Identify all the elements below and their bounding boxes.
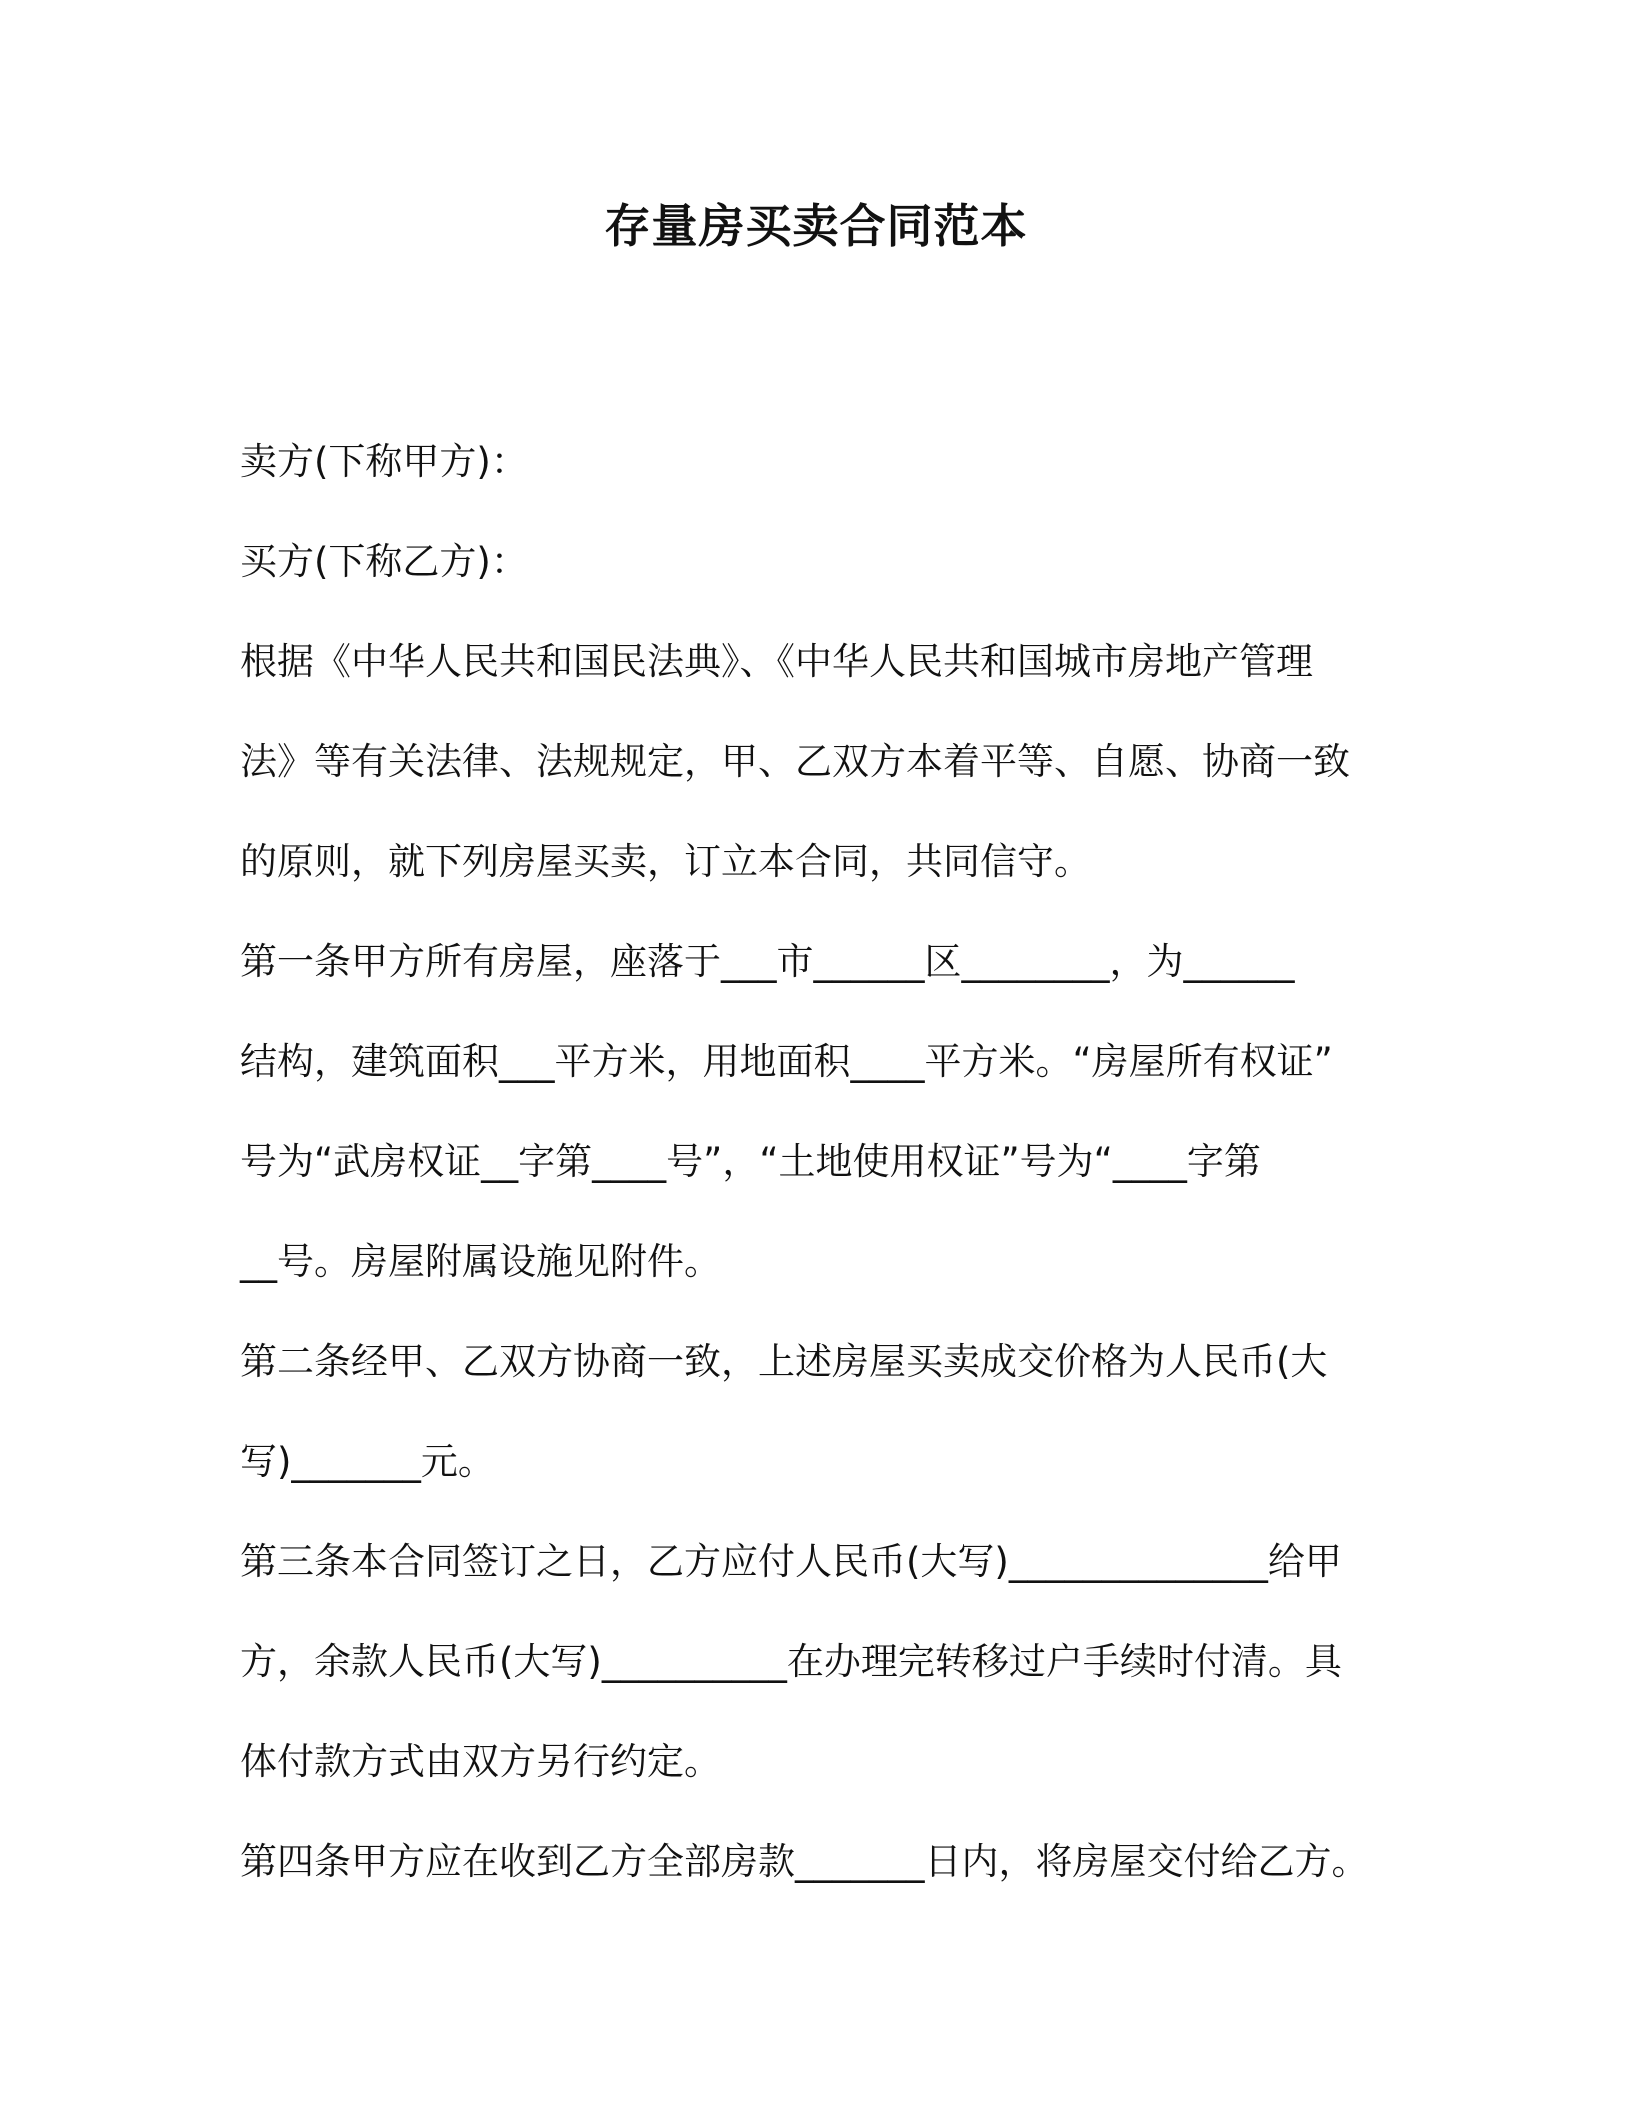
article-3-line-2: 方，余款人民币(大写)__________在办理完转移过户手续时付清。具 <box>240 1640 1342 1683</box>
buyer-line: 买方(下称乙方)： <box>240 540 528 583</box>
article-2-line-1: 第二条经甲、乙双方协商一致，上述房屋买卖成交价格为人民币(大 <box>240 1340 1328 1383</box>
contract-body <box>240 412 1400 1912</box>
article-1-line-4: __号。房屋附属设施见附件。 <box>240 1240 721 1283</box>
article-3-line-1: 第三条本合同签订之日，乙方应付人民币(大写)______________给甲 <box>240 1540 1342 1583</box>
preamble-line-1: 根据《中华人民共和国民法典》、《中华人民共和国城市房地产管理 <box>240 640 1313 683</box>
document-title: 存量房买卖合同范本 <box>604 199 1028 253</box>
seller-line: 卖方(下称甲方)： <box>240 440 528 483</box>
article-2-line-2: 写)_______元。 <box>240 1440 495 1483</box>
preamble-line-3: 的原则，就下列房屋买卖，订立本合同，共同信守。 <box>240 840 1091 883</box>
article-1-line-2: 结构，建筑面积___平方米，用地面积____平方米。“房屋所有权证” <box>240 1040 1333 1083</box>
article-3-line-3: 体付款方式由双方另行约定。 <box>240 1740 721 1783</box>
article-1-line-3: 号为“武房权证__字第____号”，“土地使用权证”号为“____字第 <box>240 1140 1261 1183</box>
article-1-line-1: 第一条甲方所有房屋，座落于___市______区________，为______ <box>240 940 1295 983</box>
article-4-line-1: 第四条甲方应在收到乙方全部房款_______日内，将房屋交付给乙方。 <box>240 1840 1369 1883</box>
preamble-line-2: 法》等有关法律、法规规定，甲、乙双方本着平等、自愿、协商一致 <box>240 740 1350 783</box>
